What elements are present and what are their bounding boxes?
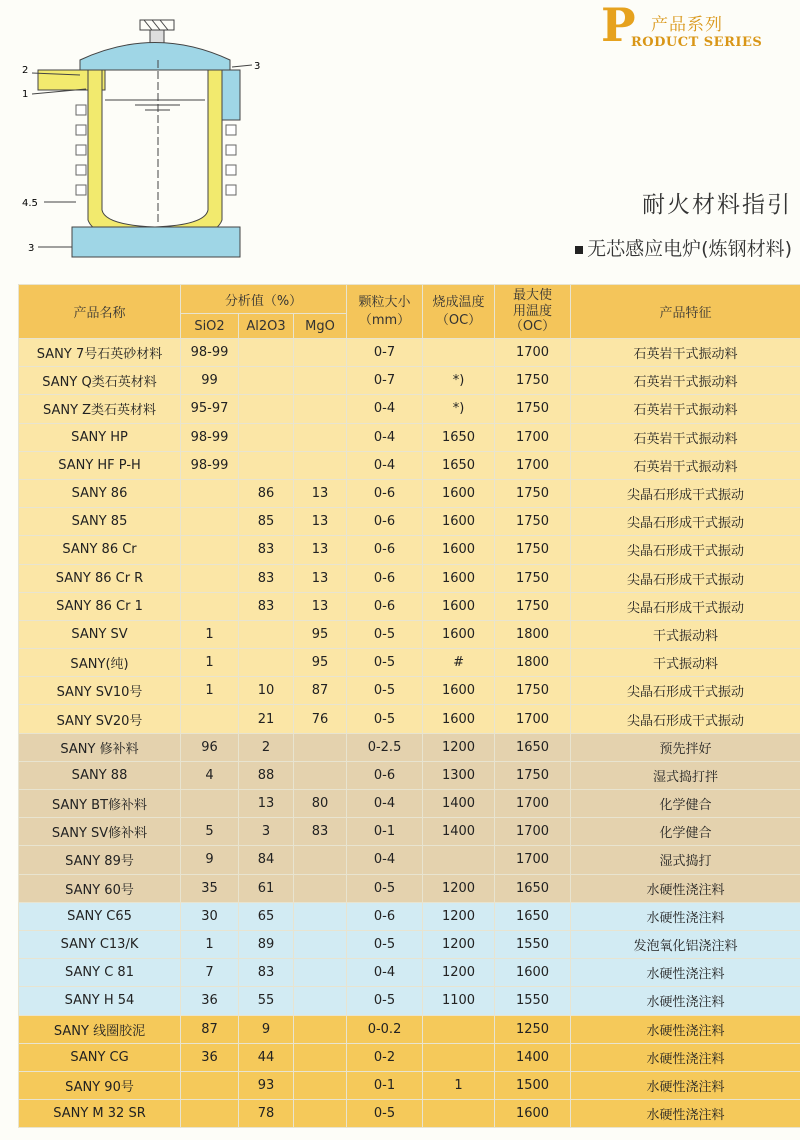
cell-maxtemp: 1750: [495, 536, 571, 564]
cell-firing: 1200: [423, 874, 495, 902]
cell-firing: 1650: [423, 423, 495, 451]
header-sio2: SiO2: [181, 314, 239, 339]
cell-name: SANY 60号: [19, 874, 181, 902]
label-3-bottom: 3: [28, 243, 35, 254]
cell-maxtemp: 1750: [495, 761, 571, 789]
cell-name: SANY 89号: [19, 846, 181, 874]
cell-sio2: 35: [181, 874, 239, 902]
cell-grain: 0-4: [347, 790, 423, 818]
cell-grain: 0-7: [347, 367, 423, 395]
cell-firing: [423, 1043, 495, 1071]
header-maxtemp: 最大使 用温度 （OC）: [495, 285, 571, 339]
cell-maxtemp: 1250: [495, 1015, 571, 1043]
cell-al2o3: 83: [239, 592, 294, 620]
cell-mgo: 95: [294, 620, 347, 648]
cell-al2o3: 65: [239, 902, 294, 930]
cell-grain: 0-6: [347, 564, 423, 592]
cell-maxtemp: 1600: [495, 959, 571, 987]
cell-feature: 水硬性浇注料: [571, 874, 800, 902]
cell-mgo: [294, 874, 347, 902]
cell-firing: 1600: [423, 592, 495, 620]
cell-firing: 1400: [423, 790, 495, 818]
cell-grain: 0-6: [347, 479, 423, 507]
cell-name: SANY H 54: [19, 987, 181, 1015]
cell-maxtemp: 1550: [495, 987, 571, 1015]
cell-grain: 0-5: [347, 649, 423, 677]
cell-al2o3: 83: [239, 959, 294, 987]
cell-maxtemp: 1650: [495, 902, 571, 930]
cell-maxtemp: 1800: [495, 620, 571, 648]
label-1: 1: [22, 89, 29, 100]
cell-grain: 0-5: [347, 677, 423, 705]
cell-name: SANY BT修补料: [19, 790, 181, 818]
cell-mgo: [294, 423, 347, 451]
cell-sio2: 7: [181, 959, 239, 987]
cell-feature: 水硬性浇注料: [571, 1100, 800, 1128]
cell-name: SANY 88: [19, 761, 181, 789]
cell-firing: 1600: [423, 564, 495, 592]
cell-maxtemp: 1700: [495, 451, 571, 479]
cell-firing: [423, 339, 495, 367]
table-row: [19, 902, 800, 930]
cell-name: SANY M 32 SR: [19, 1100, 181, 1128]
header-mgo: MgO: [294, 314, 347, 339]
cell-maxtemp: 1650: [495, 733, 571, 761]
cell-maxtemp: 1550: [495, 930, 571, 958]
cell-grain: 0-5: [347, 620, 423, 648]
cell-grain: 0-5: [347, 1100, 423, 1128]
cell-feature: 石英岩干式振动料: [571, 395, 800, 423]
cell-feature: 石英岩干式振动料: [571, 423, 800, 451]
cell-mgo: [294, 733, 347, 761]
furnace-diagram: [20, 15, 270, 265]
cell-mgo: [294, 1015, 347, 1043]
cell-al2o3: 55: [239, 987, 294, 1015]
cell-firing: 1200: [423, 930, 495, 958]
cell-name: SANY HP: [19, 423, 181, 451]
cell-mgo: 13: [294, 479, 347, 507]
cell-grain: 0-5: [347, 987, 423, 1015]
header-name: 产品名称: [19, 285, 181, 339]
label-2: 2: [22, 65, 29, 76]
cell-mgo: 83: [294, 818, 347, 846]
cell-maxtemp: 1700: [495, 818, 571, 846]
cell-mgo: 87: [294, 677, 347, 705]
cell-al2o3: [239, 423, 294, 451]
cell-firing: 1200: [423, 959, 495, 987]
cell-name: SANY CG: [19, 1043, 181, 1071]
cell-name: SANY SV: [19, 620, 181, 648]
header-feature: 产品特征: [571, 285, 800, 339]
cell-feature: 化学健合: [571, 818, 800, 846]
cell-maxtemp: 1700: [495, 846, 571, 874]
cell-sio2: 1: [181, 930, 239, 958]
cell-name: SANY(纯): [19, 649, 181, 677]
cell-al2o3: 10: [239, 677, 294, 705]
cell-mgo: [294, 367, 347, 395]
cell-al2o3: 86: [239, 479, 294, 507]
cell-feature: 石英岩干式振动料: [571, 339, 800, 367]
cell-firing: 1600: [423, 479, 495, 507]
bullet-icon: [575, 246, 583, 254]
cell-al2o3: 9: [239, 1015, 294, 1043]
cell-grain: 0-0.2: [347, 1015, 423, 1043]
cell-sio2: 98-99: [181, 451, 239, 479]
cell-al2o3: [239, 395, 294, 423]
cell-maxtemp: 1750: [495, 677, 571, 705]
cell-al2o3: 84: [239, 846, 294, 874]
cell-maxtemp: 1650: [495, 874, 571, 902]
cell-feature: 石英岩干式振动料: [571, 451, 800, 479]
cell-sio2: 95-97: [181, 395, 239, 423]
cell-al2o3: 88: [239, 761, 294, 789]
cell-firing: 1200: [423, 733, 495, 761]
cell-firing: *): [423, 395, 495, 423]
cell-sio2: 98-99: [181, 423, 239, 451]
cell-al2o3: [239, 620, 294, 648]
cell-feature: 石英岩干式振动料: [571, 367, 800, 395]
cell-sio2: 99: [181, 367, 239, 395]
cell-feature: 尖晶石形成干式振动: [571, 677, 800, 705]
cell-feature: 预先拌好: [571, 733, 800, 761]
cell-name: SANY 线圈胶泥: [19, 1015, 181, 1043]
cell-mgo: [294, 902, 347, 930]
cell-sio2: 9: [181, 846, 239, 874]
cell-grain: 0-4: [347, 959, 423, 987]
table-row: [19, 339, 800, 367]
cell-grain: 0-5: [347, 705, 423, 733]
cell-al2o3: 61: [239, 874, 294, 902]
table-row: [19, 930, 800, 958]
cell-mgo: [294, 339, 347, 367]
cell-feature: 湿式捣打: [571, 846, 800, 874]
cell-name: SANY HF P-H: [19, 451, 181, 479]
cell-mgo: [294, 930, 347, 958]
cell-name: SANY Q类石英材料: [19, 367, 181, 395]
cell-al2o3: 44: [239, 1043, 294, 1071]
cell-maxtemp: 1500: [495, 1071, 571, 1099]
cell-feature: 尖晶石形成干式振动: [571, 536, 800, 564]
cell-al2o3: [239, 367, 294, 395]
subtitle-text: 无芯感应电炉(炼钢材料): [587, 238, 792, 260]
table-row: [19, 451, 800, 479]
cell-name: SANY 85: [19, 508, 181, 536]
cell-firing: 1300: [423, 761, 495, 789]
brand-logo: [601, 0, 800, 52]
cell-name: SANY 86: [19, 479, 181, 507]
cell-maxtemp: 1750: [495, 367, 571, 395]
cell-name: SANY 90号: [19, 1071, 181, 1099]
cell-grain: 0-4: [347, 846, 423, 874]
table-row: [19, 536, 800, 564]
table-row: [19, 367, 800, 395]
cell-feature: 化学健合: [571, 790, 800, 818]
cell-grain: 0-7: [347, 339, 423, 367]
cell-mgo: 13: [294, 564, 347, 592]
cell-feature: 尖晶石形成干式振动: [571, 564, 800, 592]
cell-sio2: 98-99: [181, 339, 239, 367]
cell-feature: 水硬性浇注料: [571, 1071, 800, 1099]
cell-name: SANY 86 Cr: [19, 536, 181, 564]
table-row: [19, 874, 800, 902]
cell-sio2: [181, 1100, 239, 1128]
cell-mgo: [294, 1071, 347, 1099]
cell-name: SANY C 81: [19, 959, 181, 987]
cell-maxtemp: 1700: [495, 423, 571, 451]
cell-al2o3: 78: [239, 1100, 294, 1128]
cell-feature: 尖晶石形成干式振动: [571, 508, 800, 536]
materials-table: [18, 284, 800, 1128]
cell-al2o3: 3: [239, 818, 294, 846]
table-row: [19, 1015, 800, 1043]
cell-feature: 水硬性浇注料: [571, 1043, 800, 1071]
cell-name: SANY 7号石英砂材料: [19, 339, 181, 367]
cell-al2o3: 85: [239, 508, 294, 536]
cell-firing: 1600: [423, 705, 495, 733]
table-row: [19, 1100, 800, 1128]
cell-maxtemp: 1750: [495, 592, 571, 620]
cell-sio2: 36: [181, 987, 239, 1015]
cell-sio2: [181, 536, 239, 564]
cell-name: SANY SV20号: [19, 705, 181, 733]
table-row: [19, 987, 800, 1015]
cell-grain: 0-1: [347, 818, 423, 846]
cell-name: SANY 修补料: [19, 733, 181, 761]
cell-firing: [423, 1015, 495, 1043]
cell-mgo: 80: [294, 790, 347, 818]
cell-feature: 水硬性浇注料: [571, 959, 800, 987]
table-row: [19, 620, 800, 648]
table-row: [19, 761, 800, 789]
cell-sio2: [181, 1071, 239, 1099]
cell-grain: 0-5: [347, 874, 423, 902]
cell-grain: 0-6: [347, 536, 423, 564]
cell-firing: 1100: [423, 987, 495, 1015]
cell-mgo: [294, 959, 347, 987]
table-row: [19, 423, 800, 451]
cell-name: SANY C65: [19, 902, 181, 930]
cell-grain: 0-2.5: [347, 733, 423, 761]
cell-feature: 湿式捣打拌: [571, 761, 800, 789]
cell-al2o3: 2: [239, 733, 294, 761]
cell-sio2: [181, 705, 239, 733]
cell-name: SANY 86 Cr 1: [19, 592, 181, 620]
cell-sio2: [181, 790, 239, 818]
cell-firing: 1600: [423, 536, 495, 564]
cell-sio2: 1: [181, 620, 239, 648]
brand-cn: 产品系列: [651, 15, 723, 35]
cell-sio2: 36: [181, 1043, 239, 1071]
cell-feature: 干式振动料: [571, 649, 800, 677]
cell-al2o3: 13: [239, 790, 294, 818]
brand-en: RODUCT SERIES: [631, 35, 763, 50]
header-grain: 颗粒大小 （mm）: [347, 285, 423, 339]
cell-mgo: [294, 451, 347, 479]
cell-name: SANY C13/K: [19, 930, 181, 958]
table-row: [19, 649, 800, 677]
table-row: [19, 790, 800, 818]
cell-grain: 0-6: [347, 592, 423, 620]
table-row: [19, 818, 800, 846]
cell-mgo: [294, 1043, 347, 1071]
cell-al2o3: 83: [239, 564, 294, 592]
table-row: [19, 479, 800, 507]
cell-sio2: 1: [181, 677, 239, 705]
cell-maxtemp: 1800: [495, 649, 571, 677]
table-row: [19, 705, 800, 733]
cell-maxtemp: 1750: [495, 395, 571, 423]
cell-al2o3: [239, 451, 294, 479]
cell-sio2: 30: [181, 902, 239, 930]
cell-mgo: 95: [294, 649, 347, 677]
header-al2o3: Al2O3: [239, 314, 294, 339]
cell-sio2: 5: [181, 818, 239, 846]
label-3-top: 3: [254, 61, 261, 72]
cell-grain: 0-6: [347, 508, 423, 536]
cell-al2o3: 89: [239, 930, 294, 958]
table-row: [19, 564, 800, 592]
cell-mgo: [294, 1100, 347, 1128]
table-row: [19, 1071, 800, 1099]
cell-feature: 水硬性浇注料: [571, 1015, 800, 1043]
cell-firing: [423, 1100, 495, 1128]
cell-grain: 0-2: [347, 1043, 423, 1071]
label-4-5: 4.5: [22, 198, 38, 209]
cell-mgo: [294, 395, 347, 423]
cell-name: SANY 86 Cr R: [19, 564, 181, 592]
cell-maxtemp: 1700: [495, 705, 571, 733]
cell-mgo: [294, 761, 347, 789]
cell-firing: 1650: [423, 451, 495, 479]
cell-name: SANY SV修补料: [19, 818, 181, 846]
cell-firing: *): [423, 367, 495, 395]
cell-maxtemp: 1750: [495, 479, 571, 507]
cell-mgo: 76: [294, 705, 347, 733]
cell-al2o3: 83: [239, 536, 294, 564]
cell-firing: [423, 846, 495, 874]
cell-sio2: [181, 479, 239, 507]
cell-feature: 水硬性浇注料: [571, 987, 800, 1015]
page-title: 耐火材料指引: [642, 192, 792, 218]
cell-feature: 尖晶石形成干式振动: [571, 479, 800, 507]
cell-name: SANY Z类石英材料: [19, 395, 181, 423]
table-row: [19, 846, 800, 874]
table-row: [19, 1043, 800, 1071]
cell-firing: #: [423, 649, 495, 677]
table-row: [19, 733, 800, 761]
cell-mgo: [294, 987, 347, 1015]
cell-grain: 0-4: [347, 395, 423, 423]
page-subtitle: [575, 234, 792, 261]
cell-maxtemp: 1400: [495, 1043, 571, 1071]
table-row: [19, 592, 800, 620]
cell-feature: 发泡氧化铝浇注料: [571, 930, 800, 958]
cell-sio2: [181, 564, 239, 592]
table-row: [19, 508, 800, 536]
cell-feature: 尖晶石形成干式振动: [571, 592, 800, 620]
cell-maxtemp: 1700: [495, 790, 571, 818]
cell-feature: 尖晶石形成干式振动: [571, 705, 800, 733]
header-firing: 烧成温度 （OC）: [423, 285, 495, 339]
cell-maxtemp: 1750: [495, 508, 571, 536]
cell-sio2: 87: [181, 1015, 239, 1043]
cell-firing: 1400: [423, 818, 495, 846]
table-row: [19, 677, 800, 705]
cell-firing: 1600: [423, 620, 495, 648]
cell-mgo: 13: [294, 592, 347, 620]
cell-sio2: 1: [181, 649, 239, 677]
cell-firing: 1600: [423, 508, 495, 536]
cell-al2o3: [239, 339, 294, 367]
cell-grain: 0-5: [347, 930, 423, 958]
cell-maxtemp: 1600: [495, 1100, 571, 1128]
cell-feature: 干式振动料: [571, 620, 800, 648]
cell-firing: 1600: [423, 677, 495, 705]
cell-firing: 1200: [423, 902, 495, 930]
cell-name: SANY SV10号: [19, 677, 181, 705]
header-analysis: 分析值（%）: [181, 285, 347, 314]
cell-mgo: 13: [294, 536, 347, 564]
cell-sio2: [181, 508, 239, 536]
cell-grain: 0-6: [347, 761, 423, 789]
cell-maxtemp: 1750: [495, 564, 571, 592]
brand-letter: P: [601, 0, 636, 52]
table-row: [19, 395, 800, 423]
cell-al2o3: 93: [239, 1071, 294, 1099]
cell-maxtemp: 1700: [495, 339, 571, 367]
cell-grain: 0-4: [347, 423, 423, 451]
cell-sio2: 4: [181, 761, 239, 789]
cell-sio2: 96: [181, 733, 239, 761]
table-row: [19, 959, 800, 987]
cell-feature: 水硬性浇注料: [571, 902, 800, 930]
cell-mgo: 13: [294, 508, 347, 536]
cell-al2o3: [239, 649, 294, 677]
cell-grain: 0-1: [347, 1071, 423, 1099]
cell-sio2: [181, 592, 239, 620]
cell-mgo: [294, 846, 347, 874]
cell-al2o3: 21: [239, 705, 294, 733]
cell-grain: 0-6: [347, 902, 423, 930]
cell-firing: 1: [423, 1071, 495, 1099]
cell-grain: 0-4: [347, 451, 423, 479]
